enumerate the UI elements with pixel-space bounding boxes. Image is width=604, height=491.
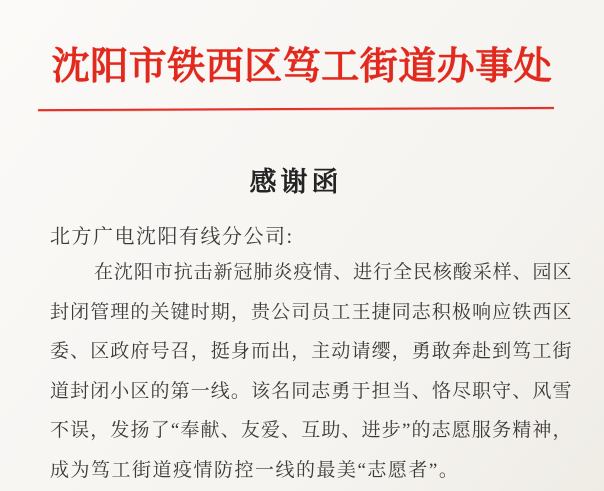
body-line-2: 封闭管理的关键时期，贵公司员工王捷同志积极响应铁西区: [50, 301, 572, 323]
body-line-5: 不误，发扬了“奉献、友爱、互助、进步”的志愿服务精神，: [50, 420, 572, 441]
letter-salutation: 北方广电沈阳有线分公司:: [50, 226, 294, 248]
letter-title: 感谢函: [249, 167, 343, 197]
letter-body: [50, 253, 572, 490]
body-line-4: 道封闭小区的第一线。该名同志勇于担当、恪尽职守、风雪: [50, 380, 572, 402]
body-line-3: 委、区政府号召，挺身而出，主动请缨，勇敢奔赴到笃工街: [50, 341, 572, 362]
letterhead-org-name: 沈阳市铁西区笃工街道办事处: [51, 46, 553, 88]
body-line-6: 成为笃工街道疫情防控一线的最美“志愿者”。: [50, 459, 460, 481]
letterhead-divider-line: [38, 107, 554, 111]
body-line-1: 在沈阳市抗击新冠肺炎疫情、进行全民核酸采样、园区: [94, 262, 572, 283]
